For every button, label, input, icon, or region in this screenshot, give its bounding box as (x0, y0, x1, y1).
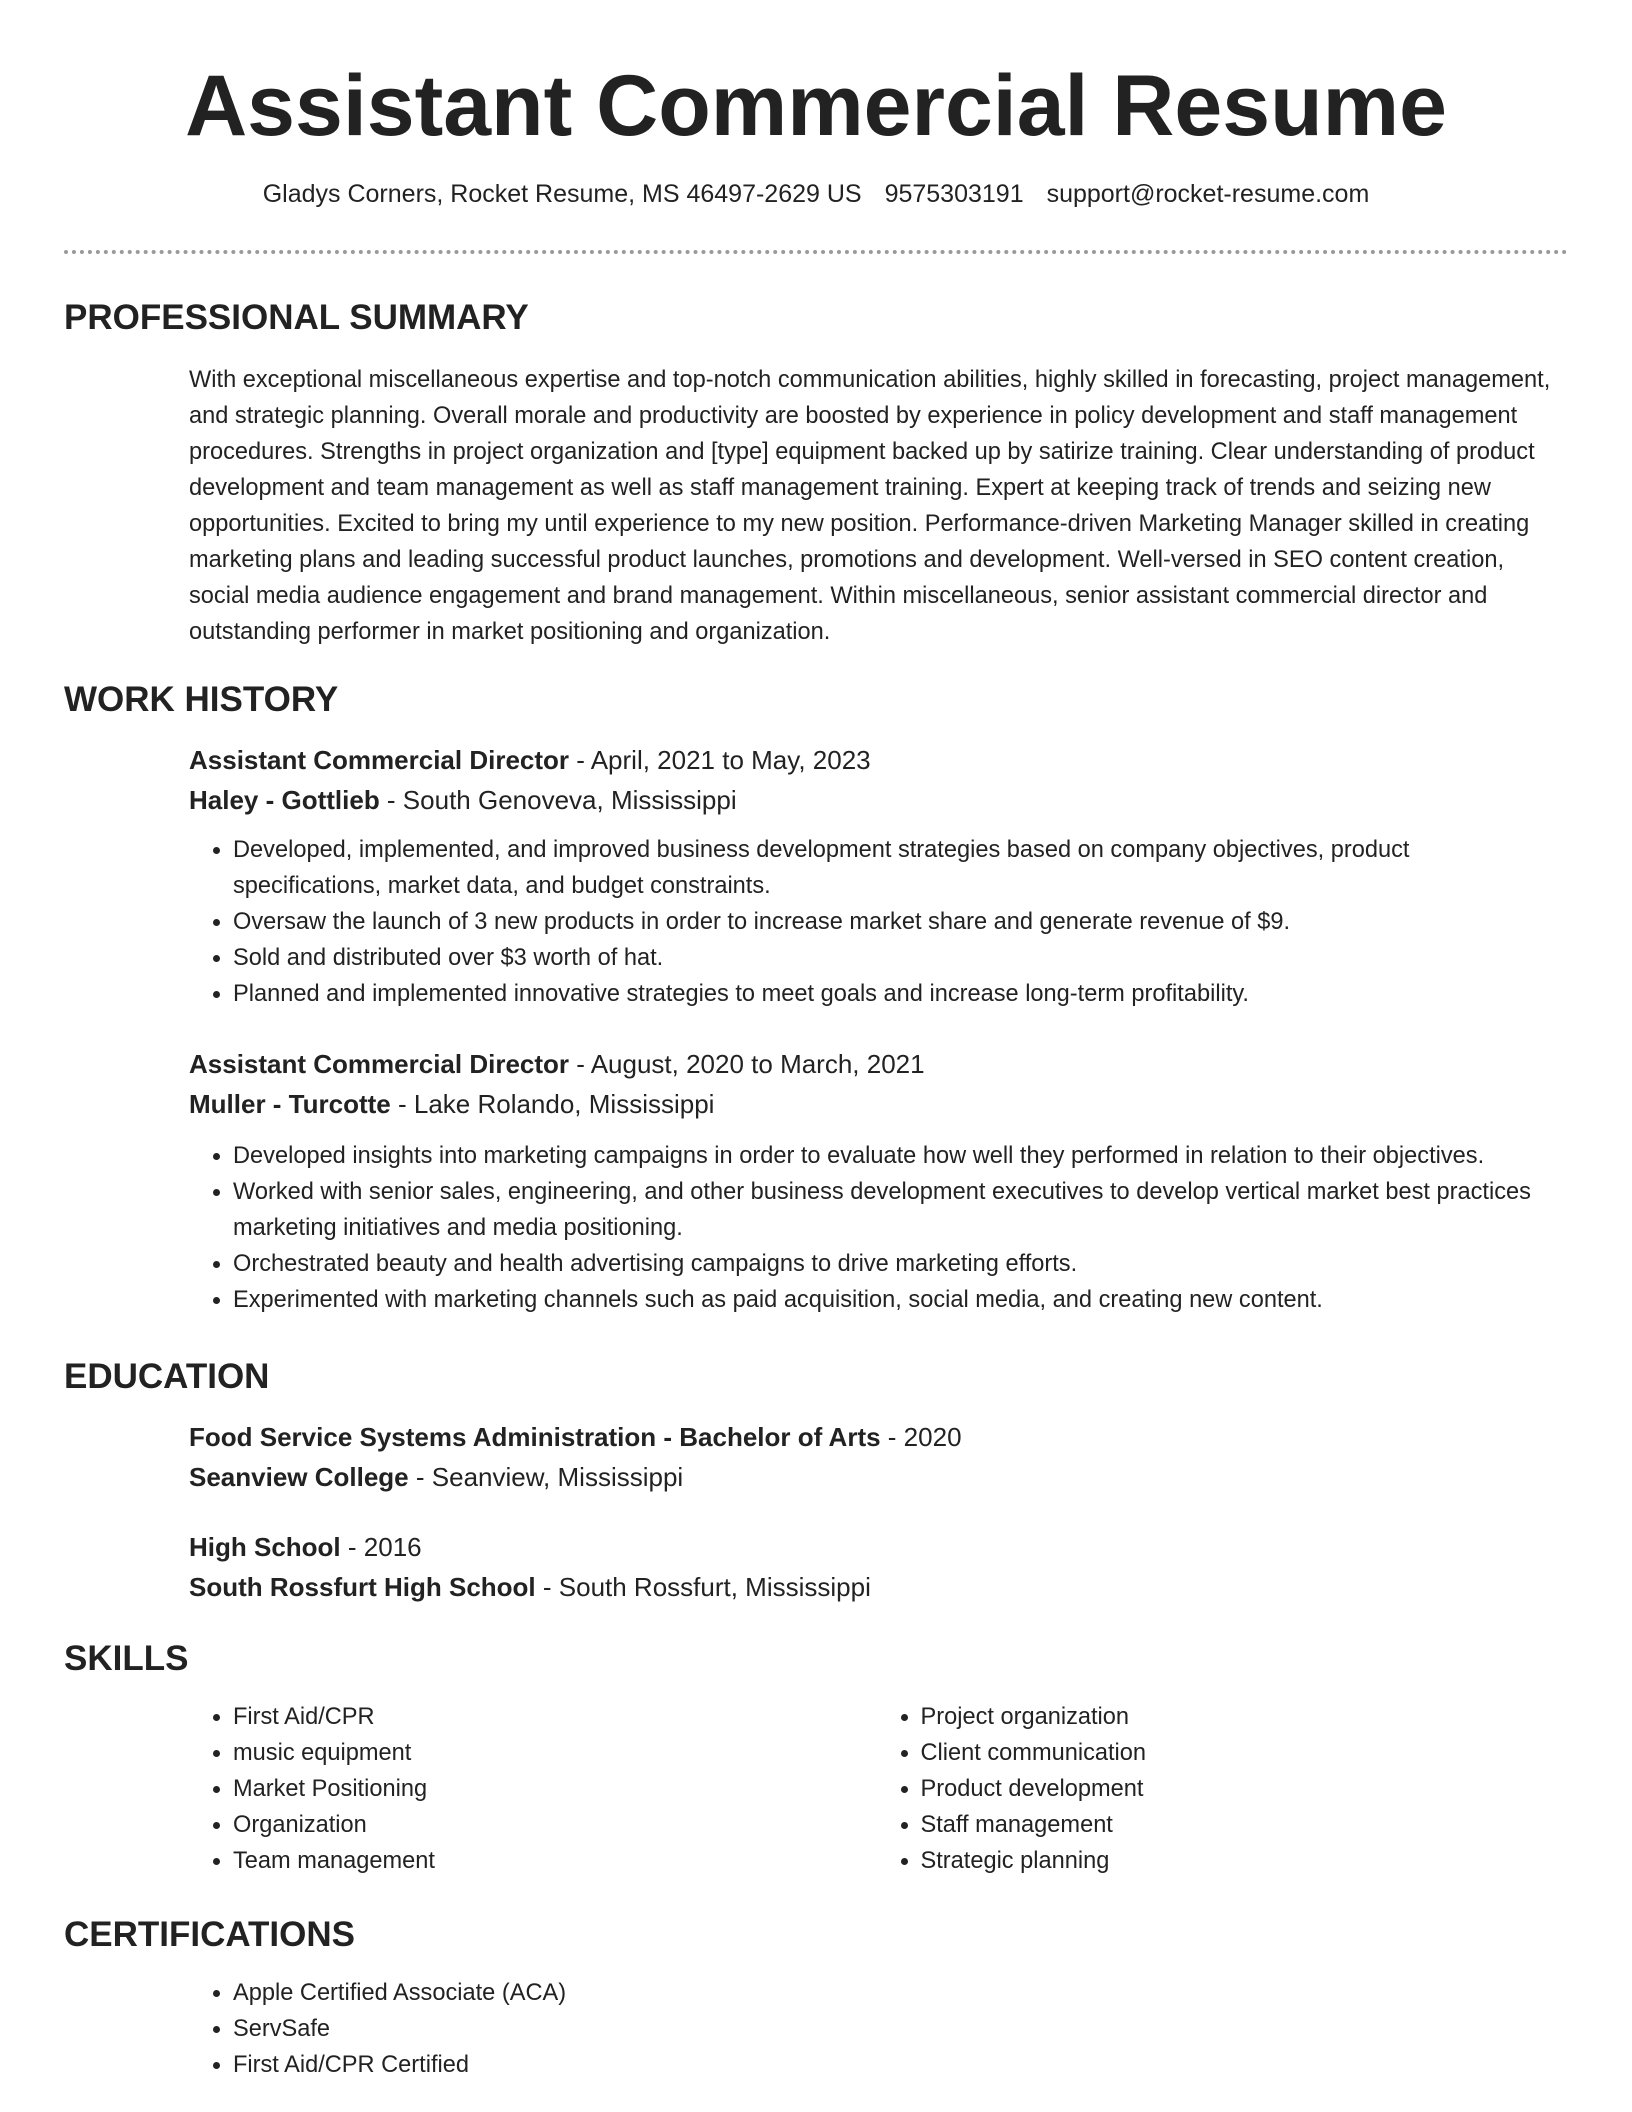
certification-item: • First Aid/CPR Certified (233, 2047, 1564, 2083)
education-school: Seanview College (189, 1462, 409, 1492)
job-location: - South Genoveva, Mississippi (379, 785, 737, 815)
skills-columns (189, 1699, 1564, 1879)
skills-heading: SKILLS (64, 1639, 189, 1678)
skills-section (64, 1637, 1568, 1879)
education-school-line (189, 1567, 1564, 1607)
skill-item: • First Aid/CPR (233, 1699, 877, 1735)
header-divider (64, 250, 1568, 254)
job-title-line (189, 1044, 1564, 1084)
contact-line (0, 178, 1632, 210)
contact-email: support@rocket-resume.com (1046, 180, 1370, 208)
education-heading: EDUCATION (64, 1357, 270, 1396)
contact-phone: 9575303191 (884, 180, 1024, 208)
education-degree-line (189, 1417, 1564, 1457)
job-company-line (189, 1084, 1564, 1124)
certification-item: • Apple Certified Associate (ACA) (233, 1975, 1564, 2011)
job-bullet: • Experimented with marketing channels such as paid acquisition, social media, and creating new content. (233, 1282, 1564, 1318)
skill-item: • Market Positioning (233, 1771, 877, 1807)
education-year: - 2020 (880, 1422, 962, 1452)
skill-item: • Product development (921, 1771, 1565, 1807)
skills-list-left (189, 1699, 877, 1879)
work-history-section (64, 678, 1568, 1318)
job-title: Assistant Commercial Director (189, 745, 570, 775)
education-entry (189, 1417, 1564, 1497)
job-company: Haley - Gottlieb (189, 785, 380, 815)
certifications-list (189, 1975, 1564, 2083)
education-school-line (189, 1457, 1564, 1497)
skill-item: • Organization (233, 1807, 877, 1843)
job-dates: - April, 2021 to May, 2023 (569, 745, 871, 775)
job-entry (189, 1044, 1564, 1318)
skill-item: • Team management (233, 1843, 877, 1879)
job-bullet: • Sold and distributed over $3 worth of hat. (233, 940, 1564, 976)
work-history-heading: WORK HISTORY (64, 680, 339, 719)
job-company: Muller - Turcotte (189, 1089, 391, 1119)
skill-item: • Project organization (921, 1699, 1565, 1735)
job-dates: - August, 2020 to March, 2021 (569, 1049, 925, 1079)
certification-item: • ServSafe (233, 2011, 1564, 2047)
job-bullet: • Oversaw the launch of 3 new products in order to increase market share and generate revenue of $9. (233, 904, 1564, 940)
education-section (64, 1355, 1568, 1607)
certifications-heading: CERTIFICATIONS (64, 1915, 356, 1954)
skill-item: • Strategic planning (921, 1843, 1565, 1879)
job-entry (189, 740, 1564, 1012)
job-bullets (189, 832, 1564, 1012)
contact-address: Gladys Corners, Rocket Resume, MS 46497-2629 US (262, 180, 862, 208)
summary-section (64, 296, 1568, 650)
resume-title: Assistant Commercial Resume (185, 58, 1447, 154)
education-degree: Food Service Systems Administration - Bachelor of Arts (189, 1422, 881, 1452)
education-school: South Rossfurt High School (189, 1572, 536, 1602)
education-degree: High School (189, 1532, 341, 1562)
skill-item: • Staff management (921, 1807, 1565, 1843)
skill-item: • music equipment (233, 1735, 877, 1771)
job-bullet: • Developed, implemented, and improved business development strategies based on company objectives, product specifications, market data, and budget constraints. (233, 832, 1564, 904)
education-location: - South Rossfurt, Mississippi (535, 1572, 871, 1602)
job-location: - Lake Rolando, Mississippi (390, 1089, 715, 1119)
summary-text: With exceptional miscellaneous expertise and top-notch communication abilities, highly skilled in forecasting, project management, and strategic planning. Overall morale and productivity are boosted by experience in policy development and staff management procedures. Strengths in project organization and [type] equipment backed up by satirize training. Clear understanding of product development and team management as well as staff management training. Expert at keeping track of trends and seizing new opportunities. Excited to bring my until experience to my new position. Performance-driven Marketing Manager skilled in creating marketing plans and leading successful product launches, promotions and development. Well-versed in SEO content creation, social media audience engagement and brand management. Within miscellaneous, senior assistant commercial director and outstanding performer in market positioning and organization. (189, 367, 1551, 645)
education-degree-line (189, 1527, 1564, 1567)
skill-item: • Client communication (921, 1735, 1565, 1771)
certifications-section (64, 1913, 1568, 2083)
skills-list-right (877, 1699, 1565, 1879)
education-entry (189, 1527, 1564, 1607)
job-title: Assistant Commercial Director (189, 1049, 570, 1079)
job-bullet: • Worked with senior sales, engineering, and other business development executives to develop vertical market best practices marketing initiatives and media positioning. (233, 1174, 1564, 1246)
job-title-line (189, 740, 1564, 780)
job-company-line (189, 780, 1564, 820)
summary-heading: PROFESSIONAL SUMMARY (64, 298, 529, 337)
job-bullet: • Orchestrated beauty and health advertising campaigns to drive marketing efforts. (233, 1246, 1564, 1282)
job-bullet: • Planned and implemented innovative strategies to meet goals and increase long-term profitability. (233, 976, 1564, 1012)
job-bullet: • Developed insights into marketing campaigns in order to evaluate how well they performed in relation to their objectives. (233, 1138, 1564, 1174)
education-location: - Seanview, Mississippi (408, 1462, 684, 1492)
education-year: - 2016 (340, 1532, 422, 1562)
job-bullets (189, 1138, 1564, 1318)
